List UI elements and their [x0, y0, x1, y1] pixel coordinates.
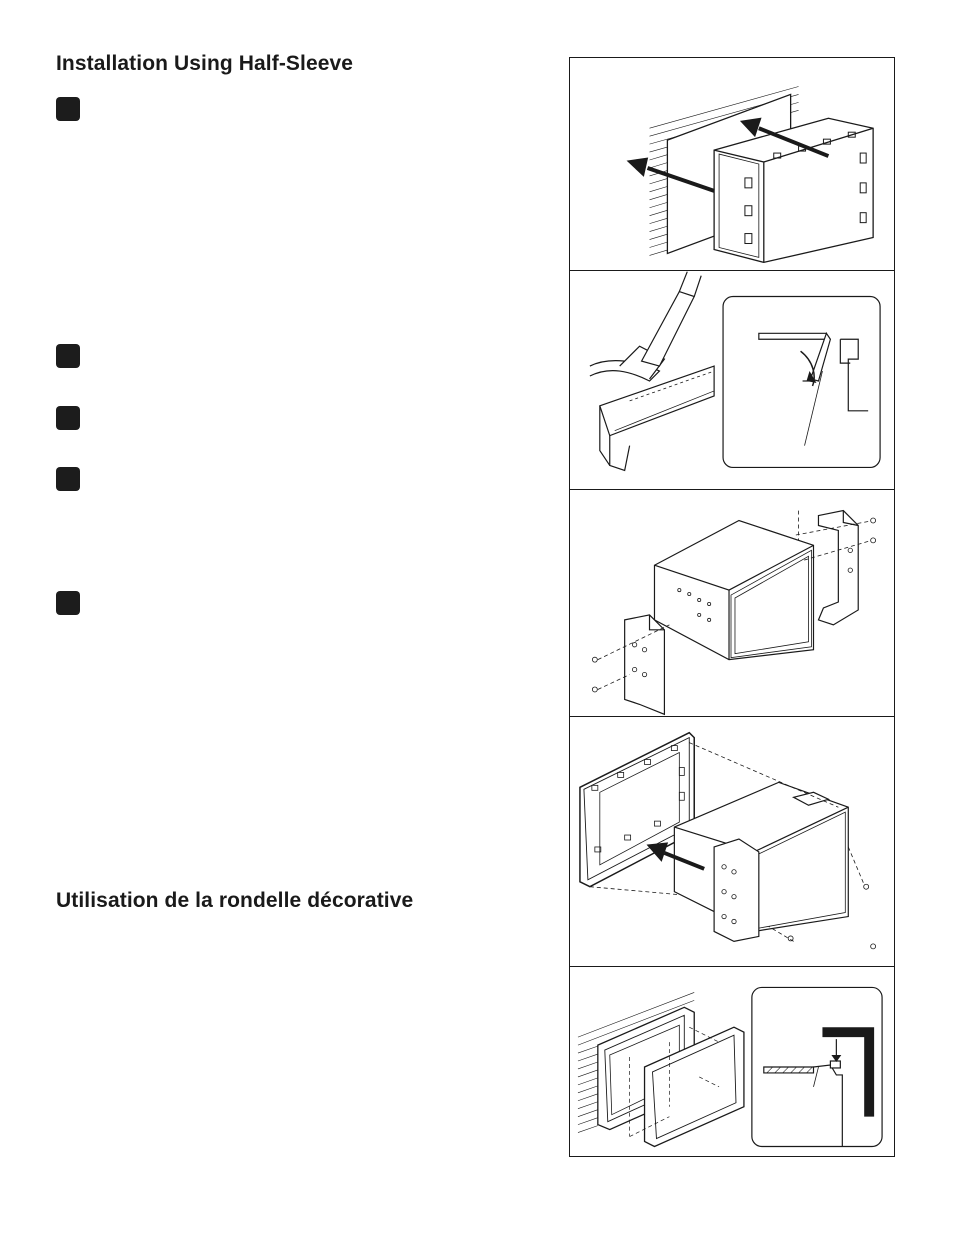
half-sleeve-mounting-drawing: [570, 717, 894, 966]
tab-bending-screwdriver-illustration: [570, 271, 894, 489]
step-3-marker-icon: [56, 406, 80, 430]
bracket-attachment-illustration: [570, 490, 894, 716]
section-heading-decorative-ring: Utilisation de la rondelle décorative: [56, 889, 414, 912]
section-heading-half-sleeve: Installation Using Half-Sleeve: [56, 52, 354, 75]
installation-figure-column: [569, 57, 895, 1157]
step-1-marker-icon: [56, 97, 80, 121]
step-4-marker-icon: [56, 467, 80, 491]
bracket-attachment-drawing: [570, 490, 894, 716]
half-sleeve-mounting-illustration: [570, 717, 894, 966]
step-2-marker-icon: [56, 344, 80, 368]
tab-bending-drawing: [570, 271, 894, 489]
step-5-marker-icon: [56, 591, 80, 615]
sleeve-insertion-illustration: [570, 58, 894, 270]
trim-ring-fitting-drawing: [570, 967, 894, 1158]
trim-ring-fitting-illustration: [570, 967, 894, 1158]
sleeve-insertion-drawing: [570, 58, 894, 270]
